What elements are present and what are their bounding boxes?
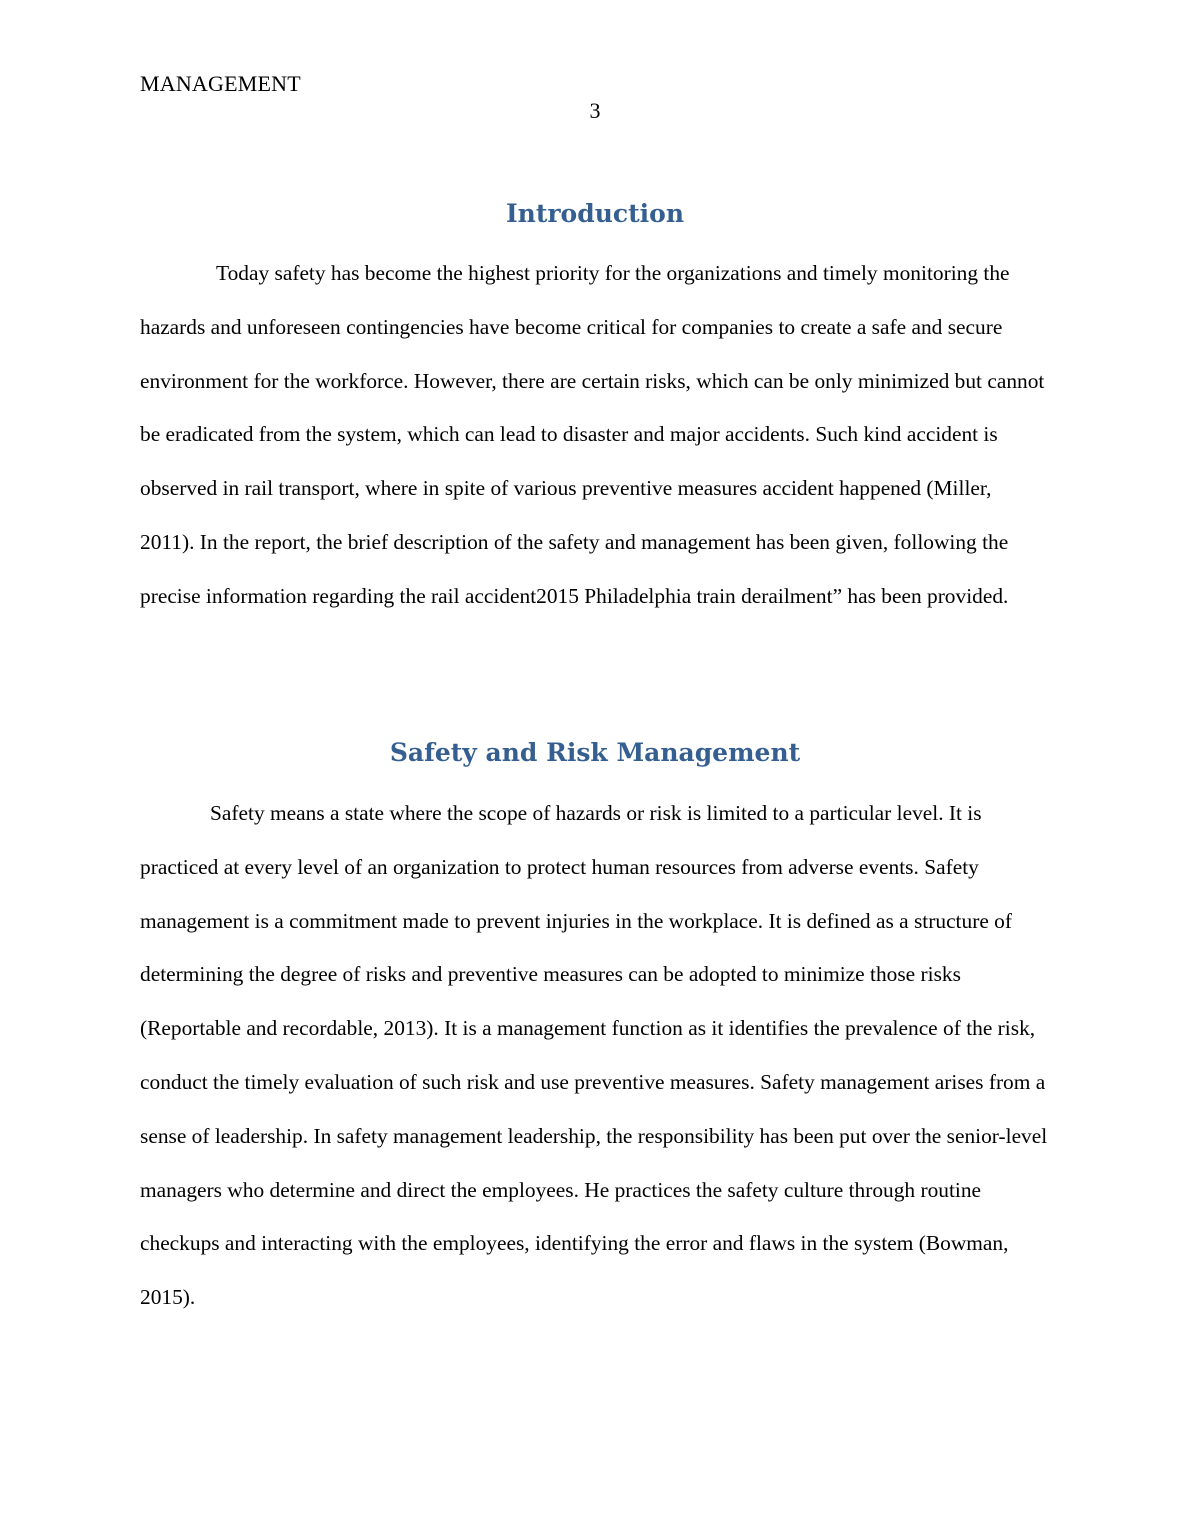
section-body-introduction: Today safety has become the highest priority for the organizations and timely monitoring the hazards and unforeseen contingencies have become critical for companies to create a safe and secure environment for the workforce. However, there are certain risks, which can be only minimized but cannot be eradicated from the system, which can lead to disaster and major accidents. Such kind accident is observed in rail transport, where in spite of various preventive measures accident happened (Miller, 2011). In the report, the brief description of the safety and management has been given, following the precise information regarding the rail accident2015 Philadelphia train derailment” has been provided. [140,261,1045,608]
running-head: MANAGEMENT [140,71,301,96]
section-body-safety-and-risk-management: Safety means a state where the scope of hazards or risk is limited to a particular level. It is practiced at every level of an organization to protect human resources from adverse events. Safety management is a commitment made to prevent injuries in the workplace. It is defined as a structure of determining the degree of risks and preventive measures can be adopted to minimize those risks (Reportable and recordable, 2013). It is a management function as it identifies the prevalence of the risk, conduct the timely evaluation of such risk and use preventive measures. Safety management arises from a sense of leadership. In safety management leadership, the responsibility has been put over the senior-level managers who determine and direct the employees. He practices the safety culture through routine checkups and interacting with the employees, identifying the error and flaws in the system (Bowman, 2015). [140,801,1048,1310]
section-heading-safety-and-risk-management: Safety and Risk Management [389,738,801,767]
section-heading-introduction: Introduction [505,199,685,228]
page-number: 3 [589,98,601,123]
